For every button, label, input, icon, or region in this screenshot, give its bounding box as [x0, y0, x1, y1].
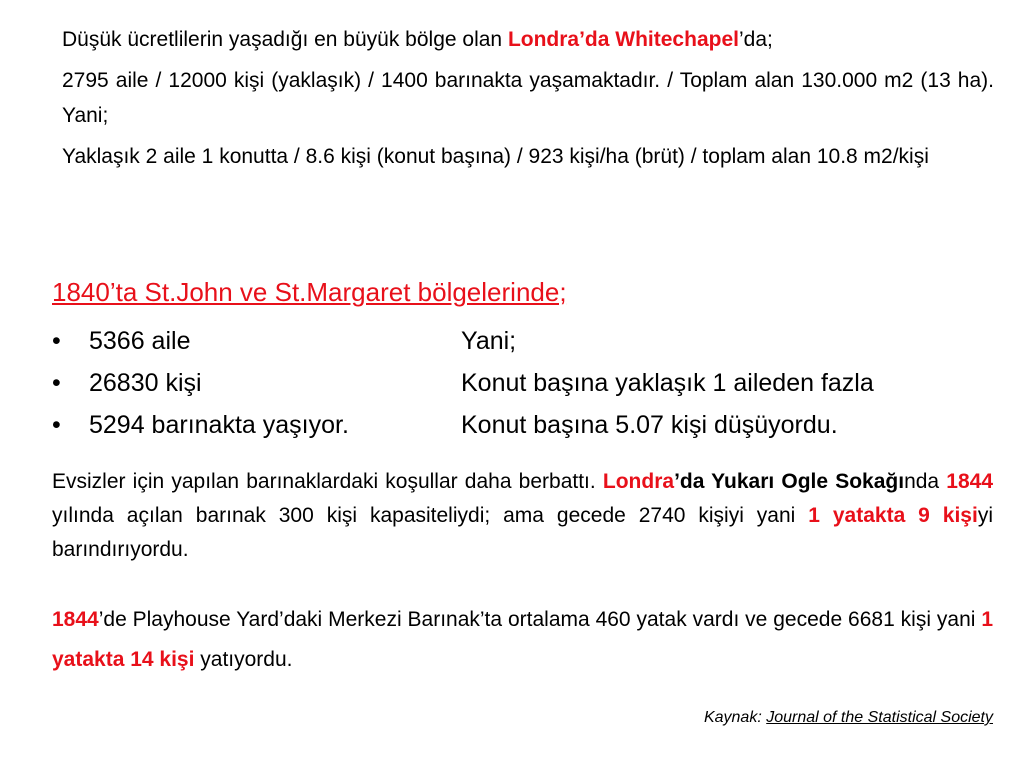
year-highlight: 1844: [946, 470, 993, 493]
bullet-note: Konut başına yaklaşık 1 aileden fazla: [461, 369, 874, 397]
bullet-row: [52, 323, 1012, 365]
bullet-list: [52, 323, 1012, 449]
bullet-note: Yani;: [461, 327, 517, 355]
bullet-row: [52, 365, 1012, 407]
intro-suffix: ’da;: [738, 28, 773, 51]
london-highlight: Londra: [602, 470, 675, 493]
intro-paragraph-1: [62, 22, 994, 57]
source-title: Journal of the Statistical Society: [766, 709, 993, 726]
intro-text: Düşük ücretlilerin yaşadığı en büyük bölge olan: [62, 28, 508, 51]
bullet-icon: •: [52, 327, 61, 355]
bullet-row: [52, 407, 1012, 449]
year-highlight: 1844: [52, 608, 99, 631]
source-citation: [704, 709, 993, 727]
whitechapel-highlight: Londra’da Whitechapel: [507, 28, 739, 51]
ratio-highlight: 1 yatakta 9 kişi: [808, 504, 978, 527]
bullet-icon: •: [52, 411, 61, 439]
intro-block: [62, 22, 994, 180]
bullet-stat: 5366 aile: [89, 327, 191, 355]
section-heading: 1840’ta St.John ve St.Margaret bölgelerinde;: [52, 277, 567, 307]
para-text: yi barındırıyordu.: [52, 504, 993, 561]
para-text: nda: [904, 470, 947, 493]
para-text: yatıyordu.: [194, 648, 293, 671]
ratio-highlight: 1 yatakta 14 kişi: [52, 608, 993, 671]
bullet-note: Konut başına 5.07 kişi düşüyordu.: [461, 411, 838, 439]
para-text: yılında açılan barınak 300 kişi kapasiteliydi; ama gecede 2740 kişiyi yani: [52, 504, 809, 527]
street-name: ’da Yukarı Ogle Sokağı: [674, 470, 905, 493]
shelter-paragraph-1: [52, 465, 993, 567]
bullet-icon: •: [52, 369, 61, 397]
bullet-stat: 26830 kişi: [89, 369, 202, 397]
intro-paragraph-2: 2795 aile / 12000 kişi (yaklaşık) / 1400 barınakta yaşamaktadır. / Toplam alan 130.000 m2 (13 ha). Yani;: [62, 69, 994, 127]
intro-paragraph-3: Yaklaşık 2 aile 1 konutta / 8.6 kişi (konut başına) / 923 kişi/ha (brüt) / toplam alan 10.8 m2/kişi: [62, 145, 929, 168]
source-label: Kaynak:: [703, 709, 767, 726]
shelter-paragraph-2: [52, 600, 993, 680]
bullet-stat: 5294 barınakta yaşıyor.: [89, 411, 349, 439]
para-text: ’de Playhouse Yard’daki Merkezi Barınak’ta ortalama 460 yatak vardı ve gecede 6681 kişi yani: [98, 608, 982, 631]
para-text: Evsizler için yapılan barınaklardaki koşullar daha berbattı.: [52, 470, 603, 493]
